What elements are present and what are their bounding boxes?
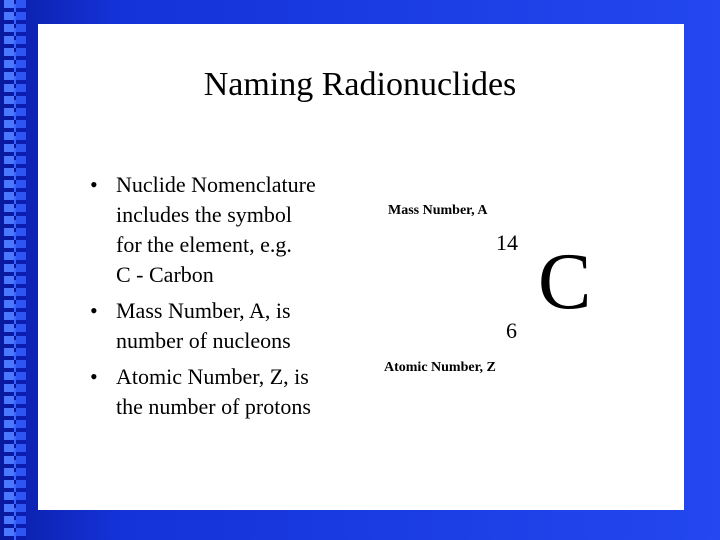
atomic-number-value: 6 <box>506 318 517 343</box>
bullet-list <box>90 170 380 428</box>
mass-number-label: Mass Number, A <box>388 203 488 218</box>
bullet-line: the number of protons <box>116 394 311 419</box>
bullet-item-atomic-number <box>90 362 380 422</box>
element-symbol: C <box>538 238 592 326</box>
atomic-number-label: Atomic Number, Z <box>384 360 496 375</box>
bullet-line: Nuclide Nomenclature <box>116 172 316 197</box>
bullet-line: includes the symbol <box>116 202 292 227</box>
bullet-line: for the element, e.g. <box>116 232 292 257</box>
bullet-icon: • <box>90 172 98 197</box>
bullet-icon: • <box>90 298 98 323</box>
bullet-line: number of nucleons <box>116 328 291 353</box>
bullet-item-mass-number <box>90 296 380 356</box>
bullet-item-nomenclature <box>90 170 380 290</box>
slide-title: Naming Radionuclides <box>203 66 517 103</box>
mass-number-value: 14 <box>496 230 518 255</box>
bullet-icon: • <box>90 364 98 389</box>
bullet-line: C - Carbon <box>116 262 214 287</box>
bullet-line: Mass Number, A, is <box>116 298 291 323</box>
bullet-line: Atomic Number, Z, is <box>116 364 309 389</box>
